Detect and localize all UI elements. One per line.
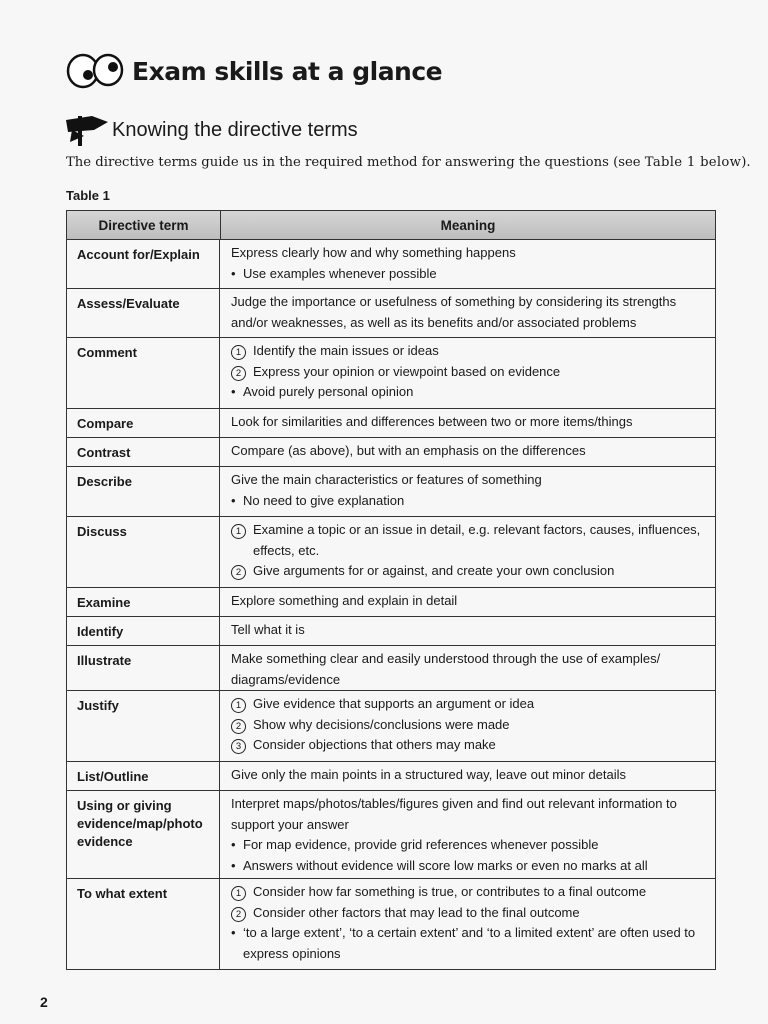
meaning-text: express opinions xyxy=(243,945,341,961)
table-row xyxy=(67,588,715,617)
meaning-line xyxy=(231,520,709,541)
directive-terms-table xyxy=(66,210,716,970)
page-title: Exam skills at a glance xyxy=(132,56,443,86)
meaning-line xyxy=(231,694,709,715)
meaning-text: Examine a topic or an issue in detail, e.g. relevant factors, causes, influences, xyxy=(253,522,701,537)
meaning-text: Consider other factors that may lead to the final outcome xyxy=(253,904,580,920)
meaning-line xyxy=(231,362,709,383)
meaning-line xyxy=(231,441,709,462)
meaning-line xyxy=(231,944,709,965)
eyes-icon xyxy=(66,52,128,90)
meaning-text: support your answer xyxy=(231,816,349,832)
numbered-marker: 1 xyxy=(231,345,246,360)
meaning-line xyxy=(231,815,709,836)
meaning-text: Compare (as above), but with an emphasis on the differences xyxy=(231,443,586,458)
term-meaning xyxy=(220,240,715,288)
meaning-text: Express your opinion or viewpoint based on evidence xyxy=(253,363,561,379)
meaning-text: Avoid purely personal opinion xyxy=(243,384,414,399)
numbered-marker: 2 xyxy=(231,719,246,734)
directive-term: Examine xyxy=(67,588,220,616)
section-title: Knowing the directive terms xyxy=(112,118,358,141)
meaning-line xyxy=(231,561,709,582)
meaning-text: Judge the importance or usefulness of something by considering its strengths xyxy=(231,294,677,309)
meaning-text: Give only the main points in a structured way, leave out minor details xyxy=(231,767,627,782)
directive-term: To what extent xyxy=(67,879,220,969)
table-caption: Table 1 xyxy=(66,188,110,203)
term-meaning xyxy=(220,791,715,878)
table-reference: Table 1 below xyxy=(644,155,742,170)
table-row xyxy=(67,791,715,879)
table-row xyxy=(67,879,715,969)
meaning-line xyxy=(231,470,709,491)
directive-term: Account for/Explain xyxy=(67,240,220,288)
term-meaning xyxy=(220,879,715,969)
numbered-marker: 1 xyxy=(231,698,246,713)
term-meaning xyxy=(220,438,715,466)
term-meaning xyxy=(220,588,715,616)
numbered-marker: 1 xyxy=(231,886,246,901)
table-row xyxy=(67,409,715,438)
meaning-line xyxy=(231,835,709,856)
table-row xyxy=(67,646,715,691)
bullet-marker: • xyxy=(231,492,236,508)
bullet-marker: • xyxy=(231,837,236,852)
table-row xyxy=(67,517,715,588)
table-row xyxy=(67,762,715,791)
directive-term: Contrast xyxy=(67,438,220,466)
numbered-marker: 3 xyxy=(231,739,246,754)
meaning-line xyxy=(231,765,709,786)
meaning-text: Make something clear and easily understood through the use of examples/ xyxy=(231,651,661,666)
term-meaning xyxy=(220,646,715,690)
meaning-text: and/or weaknesses, as well as its benefits and/or associated problems xyxy=(231,314,637,330)
meaning-text: Give arguments for or against, and create your own conclusion xyxy=(253,563,615,578)
meaning-line xyxy=(231,620,709,641)
header-directive-term: Directive term xyxy=(67,211,221,239)
table-row xyxy=(67,617,715,646)
directive-term: Compare xyxy=(67,409,220,437)
meaning-line xyxy=(231,313,709,334)
meaning-line xyxy=(231,670,709,691)
meaning-line xyxy=(231,382,709,403)
table-row xyxy=(67,438,715,467)
meaning-line xyxy=(231,412,709,433)
numbered-marker: 1 xyxy=(231,524,246,539)
numbered-marker: 2 xyxy=(231,366,246,381)
meaning-text: Give the main characteristics or features of something xyxy=(231,472,542,487)
meaning-line xyxy=(231,882,709,903)
table-row xyxy=(67,240,715,289)
term-meaning xyxy=(220,289,715,337)
meaning-text: Interpret maps/photos/tables/figures given and find out relevant information to xyxy=(231,796,677,811)
meaning-text: For map evidence, provide grid references whenever possible xyxy=(243,837,599,852)
meaning-text: Show why decisions/conclusions were made xyxy=(253,716,510,732)
meaning-text: Consider objections that others may make xyxy=(253,737,496,752)
directive-term: Using or giving evidence/map/photo evidence xyxy=(67,791,220,878)
directive-term: Discuss xyxy=(67,517,220,587)
meaning-text: Consider how far something is true, or contributes to a final outcome xyxy=(253,884,647,899)
meaning-line xyxy=(231,856,709,877)
intro-paragraph: The directive terms guide us in the required method for answering the questions (see Table 1 below). xyxy=(66,155,751,170)
table-row xyxy=(67,289,715,338)
meaning-line xyxy=(231,649,709,670)
numbered-marker: 2 xyxy=(231,565,246,580)
meaning-line xyxy=(231,794,709,815)
meaning-text: effects, etc. xyxy=(253,542,320,558)
meaning-text: Tell what it is xyxy=(231,622,305,637)
table-row xyxy=(67,338,715,409)
meaning-line xyxy=(231,903,709,924)
meaning-line xyxy=(231,591,709,612)
meaning-line xyxy=(231,264,709,285)
table-header xyxy=(67,211,715,240)
meaning-text: diagrams/evidence xyxy=(231,671,341,687)
table-body xyxy=(67,240,715,969)
directive-term: Assess/Evaluate xyxy=(67,289,220,337)
meaning-text: Explore something and explain in detail xyxy=(231,593,458,608)
meaning-text: Give evidence that supports an argument or idea xyxy=(253,696,535,711)
meaning-text: Express clearly how and why something happens xyxy=(231,245,516,260)
meaning-line xyxy=(231,491,709,512)
directive-term: List/Outline xyxy=(67,762,220,790)
meaning-line xyxy=(231,541,709,562)
term-meaning xyxy=(220,338,715,408)
section-heading xyxy=(64,114,358,146)
meaning-text: ‘to a large extent’, ‘to a certain extent’ and ‘to a limited extent’ are often used to xyxy=(243,925,696,940)
meaning-text: Use examples whenever possible xyxy=(243,265,437,281)
term-meaning xyxy=(220,467,715,516)
meaning-line xyxy=(231,341,709,362)
meaning-text: Look for similarities and differences between two or more items/things xyxy=(231,414,633,429)
bullet-marker: • xyxy=(231,384,236,399)
term-meaning xyxy=(220,691,715,761)
meaning-line xyxy=(231,292,709,313)
page-number: 2 xyxy=(40,994,48,1010)
directive-term: Illustrate xyxy=(67,646,220,690)
bullet-marker: • xyxy=(231,265,236,281)
directive-term: Comment xyxy=(67,338,220,408)
meaning-line xyxy=(231,923,709,944)
meaning-line xyxy=(231,735,709,756)
meaning-text: No need to give explanation xyxy=(243,492,405,508)
signpost-icon xyxy=(64,114,110,146)
directive-term: Justify xyxy=(67,691,220,761)
term-meaning xyxy=(220,762,715,790)
page-title-block xyxy=(66,52,442,90)
directive-term: Identify xyxy=(67,617,220,645)
table-row xyxy=(67,467,715,517)
meaning-line xyxy=(231,715,709,736)
meaning-line xyxy=(231,243,709,264)
term-meaning xyxy=(220,617,715,645)
meaning-text: Identify the main issues or ideas xyxy=(253,343,439,358)
bullet-marker: • xyxy=(231,857,236,873)
directive-term: Describe xyxy=(67,467,220,516)
term-meaning xyxy=(220,517,715,587)
header-meaning: Meaning xyxy=(440,217,496,233)
numbered-marker: 2 xyxy=(231,907,246,922)
term-meaning xyxy=(220,409,715,437)
table-row xyxy=(67,691,715,762)
meaning-text: Answers without evidence will score low marks or even no marks at all xyxy=(243,857,648,873)
bullet-marker: • xyxy=(231,925,236,940)
